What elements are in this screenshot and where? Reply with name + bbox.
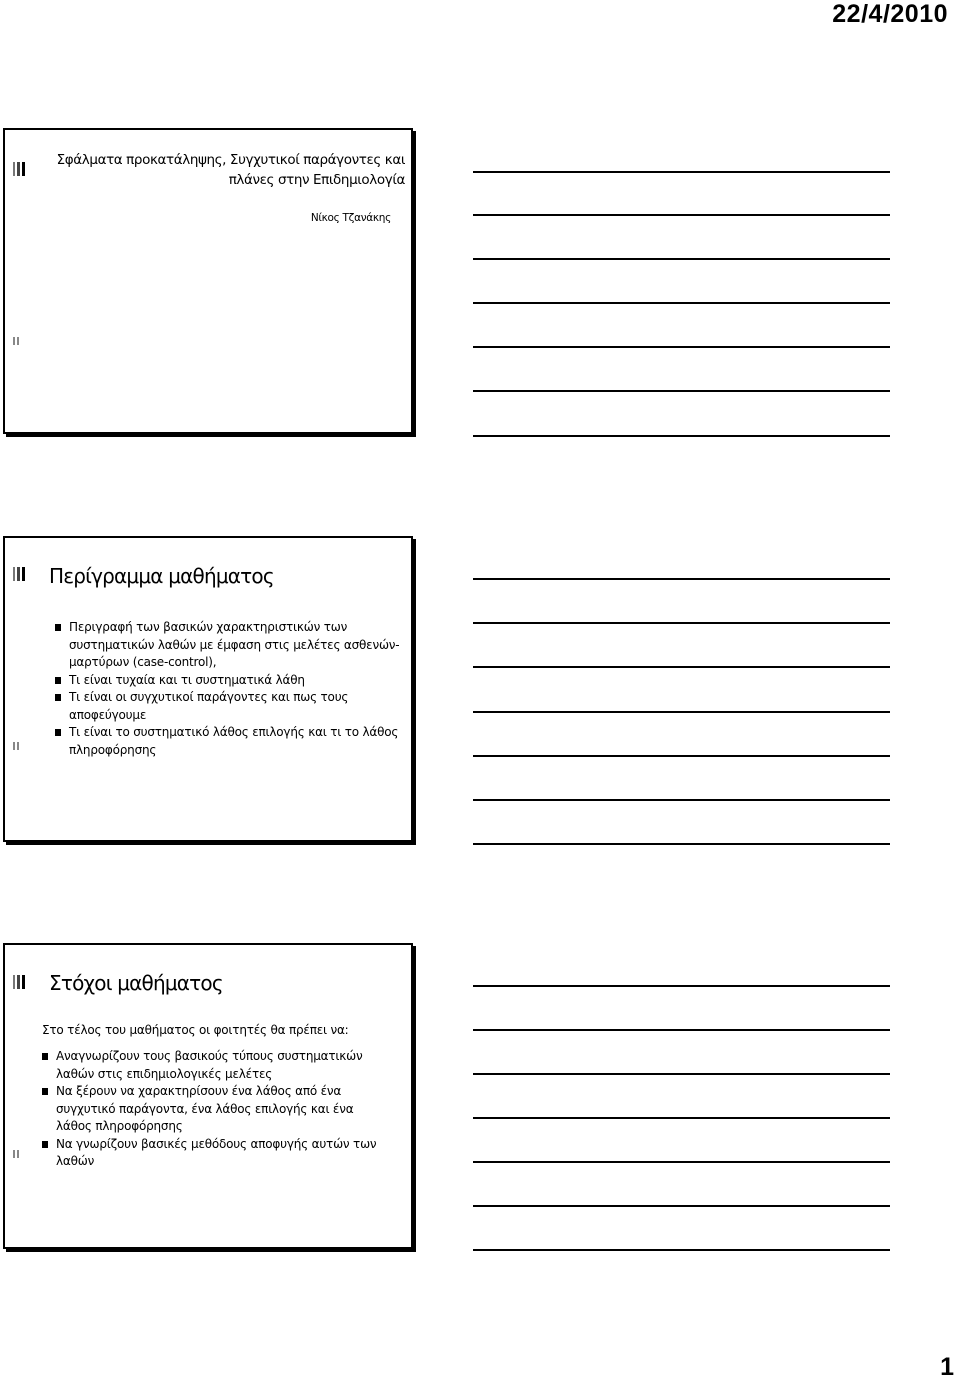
slide-marker-small — [13, 1150, 19, 1158]
slide-marker — [13, 162, 25, 176]
slide-2 — [3, 536, 413, 842]
slide-3 — [3, 943, 413, 1249]
note-line — [473, 755, 890, 757]
list-item — [55, 689, 400, 724]
note-line — [473, 435, 890, 437]
note-line — [473, 214, 890, 216]
page-date: 22/4/2010 — [832, 0, 948, 28]
list-item — [42, 1083, 387, 1136]
note-line — [473, 258, 890, 260]
list-item — [42, 1048, 387, 1083]
note-line — [473, 390, 890, 392]
slide-marker-small — [13, 742, 19, 750]
slide-author: Νίκος Τζανάκης — [310, 212, 391, 224]
list-item-text: Τι είναι τυχαία και τι συστηματικά λάθη — [69, 672, 305, 687]
bullet-square-icon — [42, 1088, 48, 1095]
bullet-square-icon — [42, 1141, 48, 1148]
slide-intro: Στο τέλος του μαθήματος οι φοιτητές θα πρέπει να: — [42, 1023, 349, 1037]
bullet-square-icon — [55, 694, 61, 701]
note-line — [473, 1249, 890, 1251]
note-line — [473, 1205, 890, 1207]
list-item — [55, 672, 400, 690]
bullet-list — [42, 1048, 387, 1171]
slide-1 — [3, 128, 413, 434]
note-line — [473, 1029, 890, 1031]
note-line — [473, 1117, 890, 1119]
list-item — [42, 1136, 387, 1171]
list-item-text: Τι είναι το συστηματικό λάθος επιλογής και τι το λάθος πληροφόρησης — [69, 725, 399, 757]
bullet-square-icon — [55, 624, 61, 631]
bullet-square-icon — [55, 677, 61, 684]
slide-marker — [13, 975, 25, 989]
bullet-square-icon — [42, 1053, 48, 1060]
slide-title: Στόχοι μαθήματος — [49, 971, 223, 995]
list-item-text: Να ξέρουν να χαρακτηρίσουν ένα λάθος από ένα συγχυτικό παράγοντα, ένα λάθος επιλογής και ένα λάθος πληροφόρησης — [56, 1084, 354, 1133]
list-item-text: Αναγνωρίζουν τους βασικούς τύπους συστηματικών λαθών στις επιδημιολογικές μελέτες — [56, 1049, 363, 1081]
list-item-text: Να γνωρίζουν βασικές μεθόδους αποφυγής αυτών των λαθών — [56, 1136, 377, 1168]
note-line — [473, 302, 890, 304]
bullet-square-icon — [55, 729, 61, 736]
note-line — [473, 1161, 890, 1163]
note-line — [473, 578, 890, 580]
title-line-2: πλάνες στην Επιδημιολογία — [228, 172, 405, 188]
note-line — [473, 666, 890, 668]
slide-marker-small — [13, 337, 19, 345]
note-line — [473, 171, 890, 173]
note-line — [473, 985, 890, 987]
list-item-text: Περιγραφή των βασικών χαρακτηριστικών των συστηματικών λαθών με έμφαση στις μελέτες ασθενών-μαρτύρων (case-control), — [69, 620, 400, 669]
note-line — [473, 346, 890, 348]
note-line — [473, 1073, 890, 1075]
slide-title: Περίγραμμα μαθήματος — [49, 564, 274, 588]
bullet-list — [55, 619, 400, 759]
note-line — [473, 622, 890, 624]
title-line-1: Σφάλματα προκατάληψης, Συγχυτικοί παράγοντες και — [56, 152, 405, 168]
page-number: 1 — [940, 1353, 954, 1381]
slide-marker — [13, 567, 25, 581]
slide-title — [25, 150, 405, 190]
note-line — [473, 711, 890, 713]
list-item-text: Τι είναι οι συγχυτικοί παράγοντες και πως τους αποφεύγουμε — [69, 690, 349, 722]
note-line — [473, 843, 890, 845]
list-item — [55, 724, 400, 759]
note-line — [473, 799, 890, 801]
list-item — [55, 619, 400, 672]
